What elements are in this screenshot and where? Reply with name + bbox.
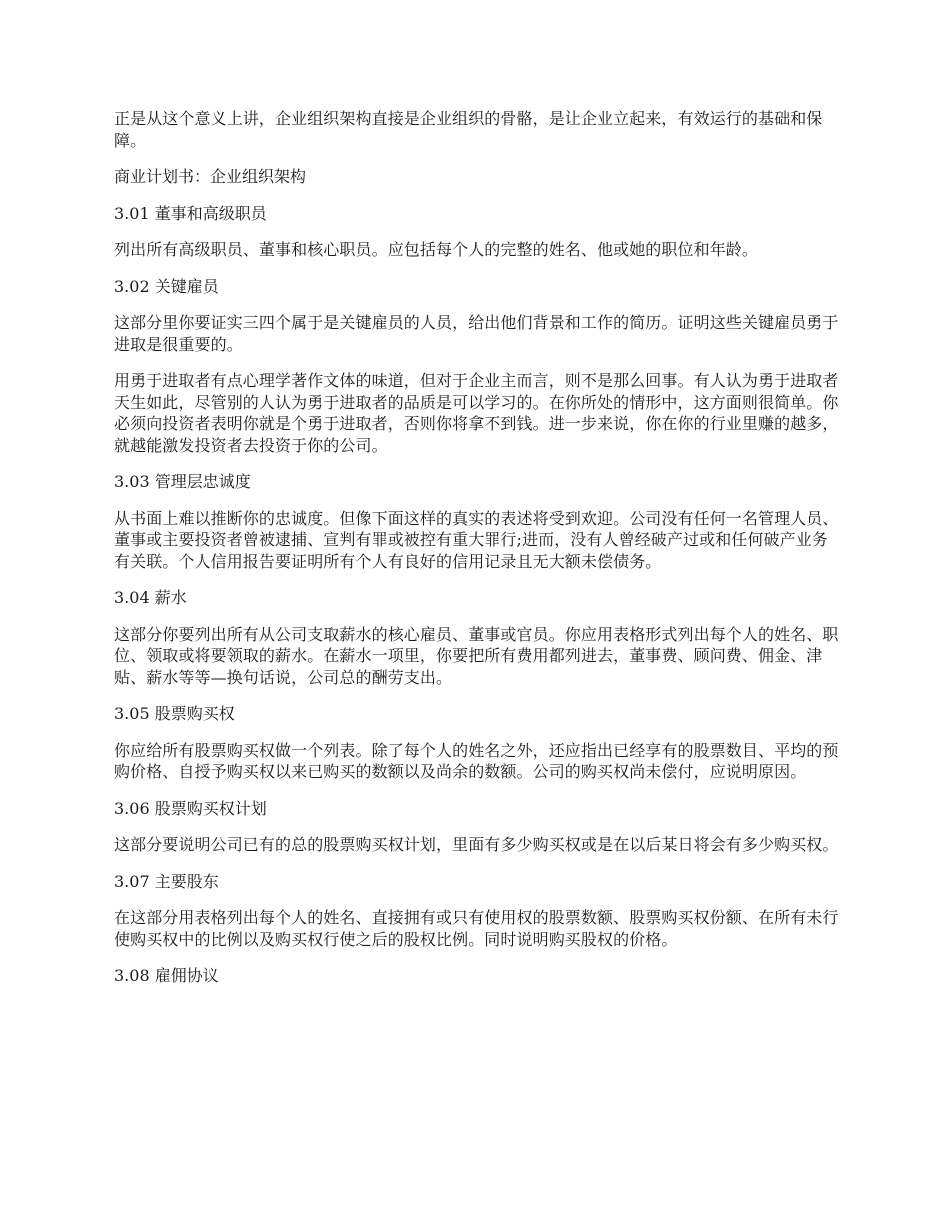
section-heading-3-03: 3.03 管理层忠诚度: [114, 472, 251, 491]
section-heading-3-01: 3.01 董事和高级职员: [114, 203, 267, 223]
section-heading-3-04: 3.04 薪水: [114, 588, 187, 607]
section-heading-3-07: 3.07 主要股东: [114, 871, 219, 891]
section-paragraph-3-04: 这部分你要列出所有从公司支取薪水的核心雇员、董事或官员。你应用表格形式列出每个人的姓名、职位、领取或将要领取的薪水。在薪水一项里，你要把所有费用都列进去，董事费、顾问费、佣金、津贴、薪水等等—换句话说，公司总的酬劳支出。: [114, 624, 839, 687]
section-heading-3-08: 3.08 雇佣协议: [114, 966, 219, 985]
section-paragraph-3-02-b: 用勇于进取者有点心理学著作文体的味道，但对于企业主而言，则不是那么回事。有人认为勇于进取者天生如此，尽管别的人认为勇于进取者的品质是可以学习的。在你所处的情形中，这方面则很简单。你必须向投资者表明你就是个勇于进取者，否则你将拿不到钱。进一步来说，你在你的行业里赚的越多，就越能激发投资者去投资于你的公司。: [114, 371, 839, 455]
section-paragraph-3-06: 这部分要说明公司已有的总的股票购买权计划，里面有多少购买权或是在以后某日将会有多少购买权。: [114, 835, 839, 854]
document-title: 商业计划书：企业组织架构: [114, 167, 307, 186]
section-heading-3-06: 3.06 股票购买权计划: [114, 798, 267, 818]
section-paragraph-3-01: 列出所有高级职员、董事和核心职员。应包括每个人的完整的姓名、他或她的职位和年龄。: [114, 240, 759, 259]
section-paragraph-3-07: 在这部分用表格列出每个人的姓名、直接拥有或只有使用权的股票数额、股票购买权份额、在所有未行使购买权中的比例以及购买权行使之后的股权比例。同时说明购买股权的价格。: [114, 908, 839, 949]
section-paragraph-3-05: 你应给所有股票购买权做一个列表。除了每个人的姓名之外，还应指出已经享有的股票数目、平均的预购价格、自授予购买权以来已购买的数额以及尚余的数额。公司的购买权尚未偿付，应说明原因。: [114, 740, 839, 781]
section-paragraph-3-03: 从书面上难以推断你的忠诚度。但像下面这样的真实的表述将受到欢迎。公司没有任何一名管理人员、董事或主要投资者曾被逮捕、宣判有罪或被控有重大罪行;进而，没有人曾经破产过或和任何破产业务有关联。个人信用报告要证明所有个人有良好的信用记录且无大额未偿债务。: [114, 508, 839, 571]
intro-paragraph: 正是从这个意义上讲，企业组织架构直接是企业组织的骨骼，是让企业立起来，有效运行的基础和保障。: [114, 109, 823, 150]
section-heading-3-05: 3.05 股票购买权: [114, 704, 235, 723]
section-heading-3-02: 3.02 关键雇员: [114, 276, 219, 296]
section-paragraph-3-02-a: 这部分里你要证实三四个属于是关键雇员的人员，给出他们背景和工作的简历。证明这些关键雇员勇于进取是很重要的。: [114, 313, 839, 354]
document-page: [114, 108, 840, 1002]
